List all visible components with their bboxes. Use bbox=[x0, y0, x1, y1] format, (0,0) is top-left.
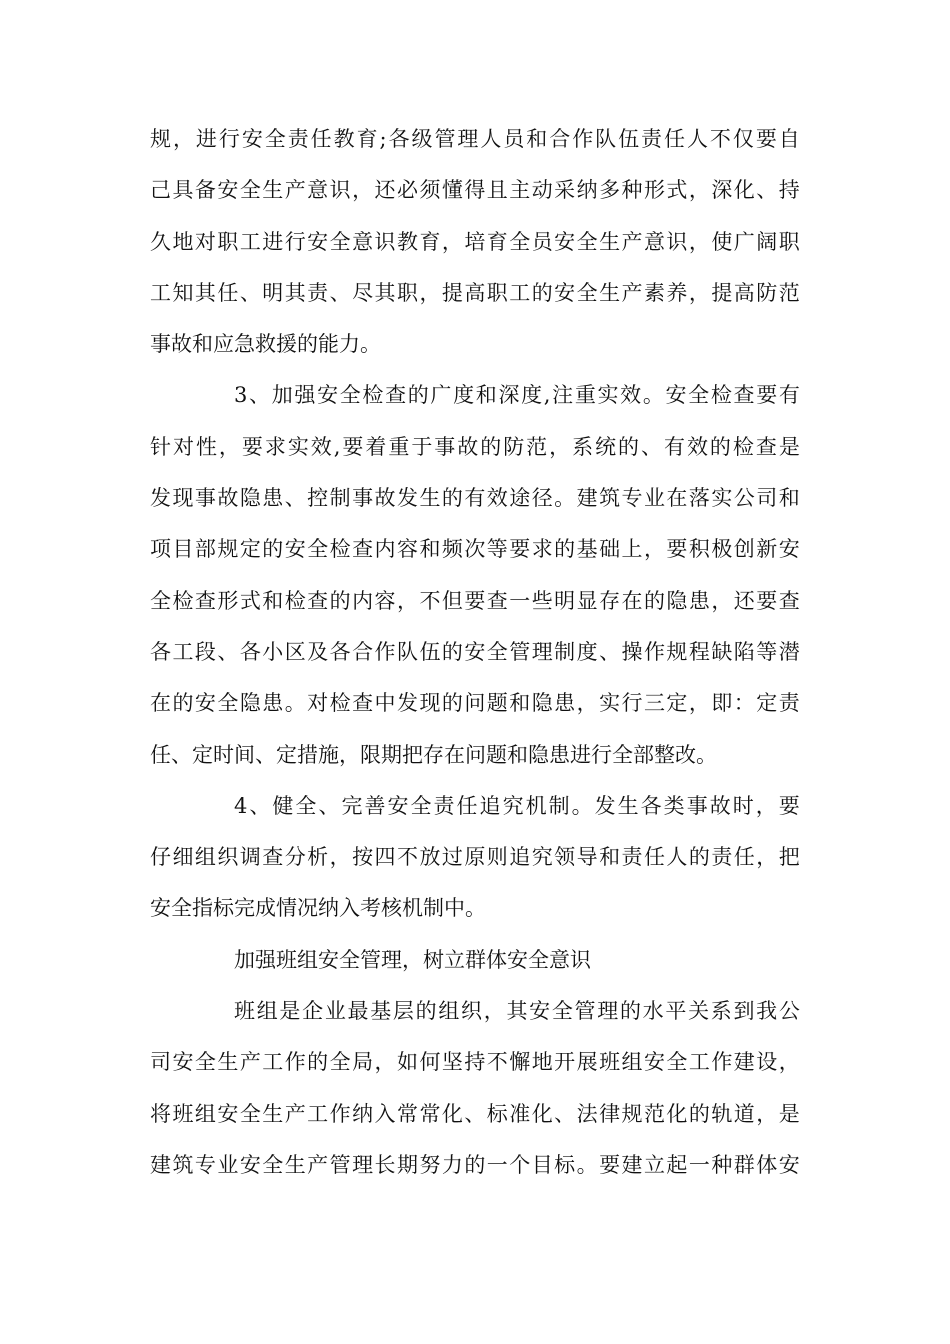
text-line: 在 的 安 全 隐 患 。 对 检 查 中 发 现 的 问 题 和 隐 患 ， 实 行 三 定 ， 即 ： 定 责 bbox=[150, 691, 800, 716]
text-line: 久 地 对 职 工 进 行 安 全 意 识 教 育 ， 培 育 全 员 安 全 生 产 意 识 ， 使 广 阔 职 bbox=[150, 229, 800, 254]
text-line: 仔 细 组 织 调 查 分 析 ， 按 四 不 放 过 原 则 追 究 领 导 和 责 任 人 的 责 任 ， 把 bbox=[150, 845, 800, 870]
text-line: 发 现 事 故 隐 患 、 控 制 事 故 发 生 的 有 效 途 径 。 建 筑 专 业 在 落 实 公 司 和 bbox=[150, 486, 800, 511]
text-line: 针 对 性 ， 要 求 实 效 , 要 着 重 于 事 故 的 防 范 ， 系 统 的 、 有 效 的 检 查 是 bbox=[150, 434, 800, 459]
text-line: 事故和应急救援的能力。 bbox=[150, 332, 381, 357]
text-line: 3 、 加 强 安 全 检 查 的 广 度 和 深 度 , 注 重 实 效 。 安 全 检 查 要 有 bbox=[234, 383, 800, 408]
text-line: 各 工 段 、 各 小 区 及 各 合 作 队 伍 的 安 全 管 理 制 度 、 操 作 规 程 缺 陷 等 潜 bbox=[150, 639, 800, 664]
text-line: 项 目 部 规 定 的 安 全 检 查 内 容 和 频 次 等 要 求 的 基 础 上 ， 要 积 极 创 新 安 bbox=[150, 537, 800, 562]
text-line: 将 班 组 安 全 生 产 工 作 纳 入 常 常 化 、 标 准 化 、 法 律 规 范 化 的 轨 道 ， 是 bbox=[150, 1101, 800, 1126]
text-line: 班 组 是 企 业 最 基 层 的 组 织 ， 其 安 全 管 理 的 水 平 关 系 到 我 公 bbox=[234, 999, 800, 1024]
text-line: 加强班组安全管理，树立群体安全意识 bbox=[234, 947, 591, 972]
text-line: 4 、 健 全 、 完 善 安 全 责 任 追 究 机 制 。 发 生 各 类 事 故 时 ， 要 bbox=[234, 793, 800, 818]
text-line: 任、定时间、定措施，限期把存在问题和隐患进行全部整改。 bbox=[150, 742, 717, 767]
text-line: 己 具 备 安 全 生 产 意 识 ， 还 必 须 懂 得 且 主 动 采 纳 多 种 形 式 ， 深 化 、 持 bbox=[150, 178, 800, 203]
text-line: 规 ， 进 行 安 全 责 任 教 育 ; 各 级 管 理 人 员 和 合 作 队 伍 责 任 人 不 仅 要 自 bbox=[150, 127, 800, 151]
text-line: 工 知 其 任 、 明 其 责 、 尽 其 职 ， 提 高 职 工 的 安 全 生 产 素 养 ， 提 高 防 范 bbox=[150, 280, 800, 305]
document-body bbox=[150, 114, 800, 1191]
text-line: 安全指标完成情况纳入考核机制中。 bbox=[150, 896, 486, 921]
text-line: 司 安 全 生 产 工 作 的 全 局 ， 如 何 坚 持 不 懈 地 开 展 班 组 安 全 工 作 建 设 ， bbox=[150, 1050, 800, 1075]
text-line: 建 筑 专 业 安 全 生 产 管 理 长 期 努 力 的 一 个 目 标 。 要 建 立 起 一 种 群 体 安 bbox=[150, 1152, 800, 1177]
text-line: 全 检 查 形 式 和 检 查 的 内 容 ， 不 但 要 查 一 些 明 显 存 在 的 隐 患 ， 还 要 查 bbox=[150, 588, 800, 613]
